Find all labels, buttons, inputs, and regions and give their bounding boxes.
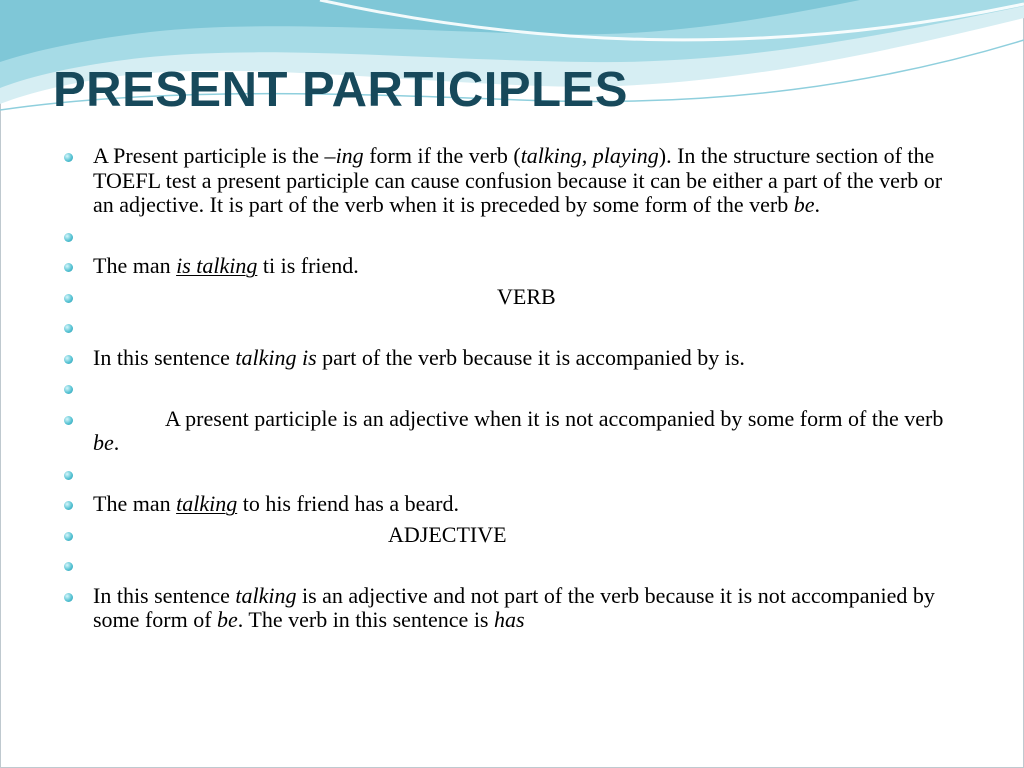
label-verb: VERB: [497, 283, 556, 309]
bullet-text-italic: has: [494, 607, 525, 632]
bullet-icon: [64, 324, 73, 333]
bullet-label-adjective: [62, 523, 962, 548]
bullet-adjective-rule: [62, 407, 962, 456]
bullet-text: ). In the structure section of the TOEFL test a present participle can cause confusion because it can be either a part of the verb or an adjective. It is part of the verb when it is preceded by some form of the verb: [93, 143, 943, 217]
bullet-text: In this sentence: [93, 582, 236, 608]
bullet-icon: [64, 294, 73, 303]
bullet-empty: [62, 315, 962, 340]
bullet-definition: [62, 144, 962, 218]
bullet-empty: [62, 224, 962, 249]
bullet-text: . The verb in this sentence is: [237, 607, 494, 632]
bullet-text: is an adjective and not part of the verb because it is not accompanied by some form of: [93, 582, 935, 632]
bullet-empty: [62, 553, 962, 578]
bullet-adjective-explanation: [62, 584, 962, 633]
bullet-text-italic: be: [793, 192, 815, 217]
bullet-icon: [64, 501, 73, 510]
bullet-icon: [64, 416, 73, 425]
bullet-icon: [64, 153, 73, 162]
bullet-text: ti is friend.: [257, 253, 359, 278]
bullet-text: A present participle is an adjective when it is not accompanied by some form of the verb: [165, 405, 944, 431]
bullet-icon: [64, 471, 73, 480]
bullet-text-italic: talking: [235, 582, 297, 608]
bullet-text-italic: be: [217, 607, 238, 632]
bullet-text: form if the verb (: [363, 143, 521, 168]
bullet-text-italic: be: [93, 430, 114, 455]
bullet-label-verb: [62, 285, 962, 310]
bullet-example-adjective: [62, 492, 962, 517]
bullet-text: .: [814, 192, 820, 217]
slide-title: PRESENT PARTICIPLES: [53, 63, 628, 117]
bullet-text: part of the verb because it is accompanied by is.: [316, 344, 745, 370]
bullet-text: The man: [93, 491, 177, 516]
bullet-text: In this sentence: [93, 344, 236, 370]
bullet-icon: [64, 355, 73, 364]
label-adjective: ADJECTIVE: [388, 521, 507, 547]
bullet-verb-explanation: [62, 346, 962, 371]
bullet-text: to his friend has a beard.: [237, 491, 459, 516]
bullet-empty: [62, 462, 962, 487]
bullet-text: .: [113, 430, 120, 455]
bullet-icon: [64, 562, 73, 571]
bullet-icon: [64, 385, 73, 394]
bullet-text: The man: [93, 253, 177, 278]
bullet-icon: [64, 593, 73, 602]
bullet-text-underlined: is talking: [176, 253, 258, 278]
bullet-text-italic: talking, playing: [520, 143, 659, 168]
bullet-icon: [64, 263, 73, 272]
bullet-icon: [64, 233, 73, 242]
bullet-text-italic: talking is: [235, 344, 317, 370]
bullet-icon: [64, 532, 73, 541]
bullet-text-italic: ing: [335, 143, 364, 168]
bullet-list: [62, 144, 962, 633]
bullet-text: A Present participle is the –: [93, 143, 336, 168]
bullet-text-underlined: talking: [176, 491, 238, 516]
bullet-example-verb: [62, 254, 962, 279]
bullet-empty: [62, 376, 962, 401]
